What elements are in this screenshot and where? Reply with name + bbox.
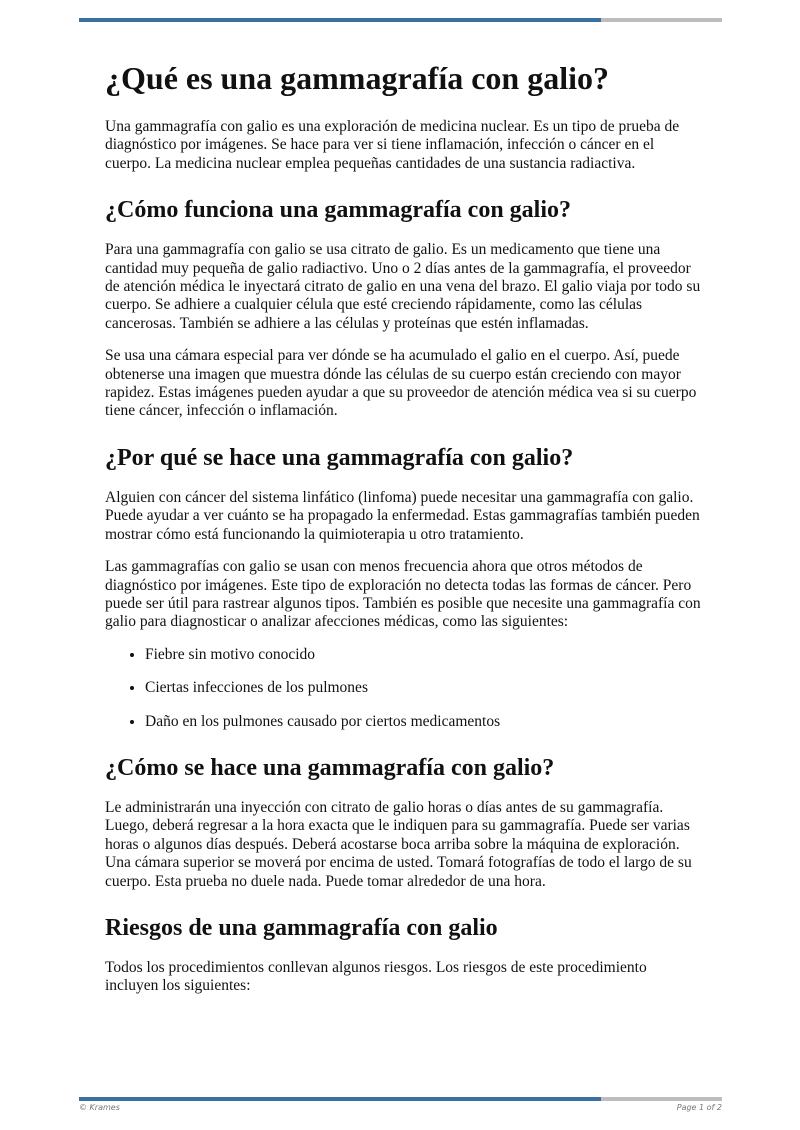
page-number: Page 1 of 2 xyxy=(676,1103,722,1112)
section-heading-risks: Riesgos de una gammagrafía con galio xyxy=(105,914,498,941)
footer-rule-gray xyxy=(601,1097,722,1101)
intro-paragraph: Una gammagrafía con galio es una exploración de medicina nuclear. Es un tipo de prueba de diagnóstico por imágenes. Se hace para ver si tiene inflamación, infección o cáncer en el cuerpo. La medicina nuclear emplea pequeñas cantidades de una sustancia radiactiva. xyxy=(105,118,680,172)
copyright-text: © Krames xyxy=(79,1103,120,1112)
section-heading-how-done: ¿Cómo se hace una gammagrafía con galio? xyxy=(105,754,555,781)
list-item: • Fiebre sin motivo conocido xyxy=(145,646,701,664)
section-heading-why: ¿Por qué se hace una gammagrafía con galio? xyxy=(105,444,574,471)
header-rule-gray xyxy=(601,18,722,22)
paragraph: Se usa una cámara especial para ver dónde se ha acumulado el galio en el cuerpo. Así, puede obtenerse una imagen que muestra dónde las células de su cuerpo están creciendo con mayor rapidez. Estas imágenes pueden ayudar a que su proveedor de atención médica vea si su cuerpo tiene cáncer, infección o inflamación. xyxy=(105,347,697,420)
paragraph: Todos los procedimientos conllevan algunos riesgos. Los riesgos de este procedimiento incluyen los siguientes: xyxy=(105,958,647,995)
list-item: • Ciertas infecciones de los pulmones xyxy=(145,679,701,697)
header-rule xyxy=(79,18,722,22)
paragraph: Para una gammagrafía con galio se usa citrato de galio. Es un medicamento que tiene una cantidad muy pequeña de galio radiactivo. Uno o 2 días antes de la gammagrafía, el proveedor de atención médica le inyectará citrato de galio en una vena del brazo. El galio viaja por todo su cuerpo. Se adhiere a cualquier célula que esté creciendo rápidamente, como las células cancerosas. También se adhiere a las células y proteínas que estén inflamadas. xyxy=(105,241,701,332)
list-item: • Daño en los pulmones causado por ciertos medicamentos xyxy=(145,713,701,731)
paragraph: Alguien con cáncer del sistema linfático (linfoma) puede necesitar una gammagrafía con galio. Puede ayudar a ver cuánto se ha propagado la enfermedad. Estas gammagrafías también pueden mostrar cómo está funcionando la quimioterapia u otro tratamiento. xyxy=(105,488,700,543)
document-body xyxy=(105,58,701,1010)
paragraph: Las gammagrafías con galio se usan con menos frecuencia ahora que otros métodos de diagnóstico por imágenes. Este tipo de exploración no detecta todas las formas de cáncer. Pero puede ser útil para rastrear algunos tipos. También es posible que necesite una gammagrafía con galio para diagnosticar o analizar afecciones médicas, como las siguientes: xyxy=(105,558,701,631)
footer-rule xyxy=(79,1097,722,1101)
footer-rule-accent xyxy=(79,1097,601,1101)
header-rule-accent xyxy=(79,18,601,22)
paragraph: Le administrarán una inyección con citrato de galio horas o días antes de su gammagrafía. Luego, deberá regresar a la hora exacta que le indiquen para su gammagrafía. Puede ser varias horas o algunos días después. Deberá acostarse boca arriba sobre la máquina de exploración. Una cámara superior se moverá por encima de usted. Tomará fotografías de todo el largo de su cuerpo. Esta prueba no duele nada. Puede tomar alrededor de una hora. xyxy=(105,798,692,890)
page-title: ¿Qué es una gammagrafía con galio? xyxy=(105,60,609,96)
page-footer xyxy=(79,1103,722,1112)
section-heading-how-it-works: ¿Cómo funciona una gammagrafía con galio? xyxy=(105,197,572,224)
conditions-list xyxy=(105,646,701,731)
